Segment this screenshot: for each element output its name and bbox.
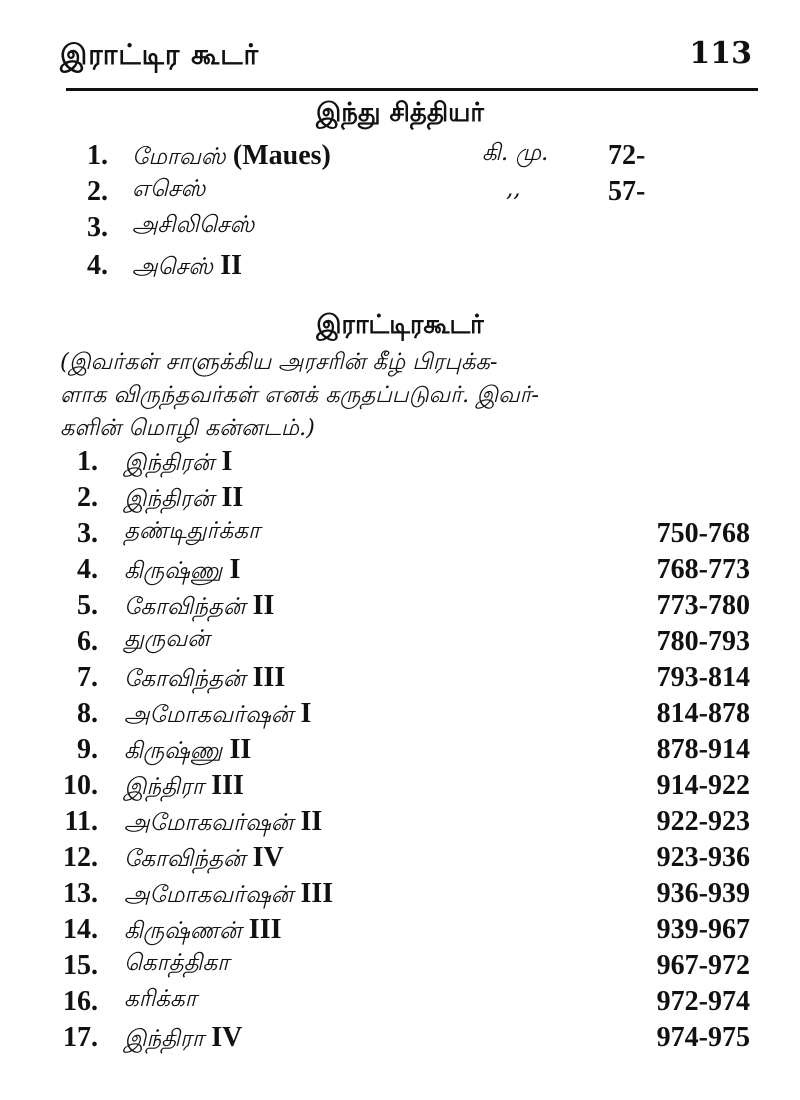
item-number: 10.: [63, 770, 98, 801]
regnal-number: I: [221, 446, 233, 477]
header-rule: [66, 88, 758, 91]
ruler-name: துருவன்: [124, 626, 210, 652]
list-item: [60, 250, 660, 286]
list-item: [60, 140, 660, 176]
ditto-mark: ,,: [506, 176, 521, 202]
regnal-number: II: [229, 734, 252, 765]
date-range: 773-780: [656, 590, 750, 621]
item-number: 3.: [77, 518, 98, 549]
ruler-name: அமோகவர்ஷன் I: [124, 698, 312, 729]
ruler-name: மோவஸ் (Maues): [132, 140, 331, 171]
regnal-number: II: [220, 250, 243, 281]
list-item: [50, 734, 750, 770]
regnal-number: IV: [211, 1022, 243, 1053]
ruler-name-english: (Maues): [232, 140, 331, 171]
regnal-number: III: [300, 878, 334, 909]
ruler-name: கோவிந்தன் III: [124, 662, 286, 693]
list-item: [50, 662, 750, 698]
item-number: 13.: [63, 878, 98, 909]
item-number: 14.: [63, 914, 98, 945]
era-label: கி. மு.: [482, 140, 549, 166]
list-item: [50, 950, 750, 986]
item-number: 7.: [77, 662, 98, 693]
item-number: 9.: [77, 734, 98, 765]
item-number: 1.: [77, 446, 98, 477]
note-line: (இவர்கள் சாளுக்கிய அரசரின் கீழ் பிரபுக்க-: [60, 349, 498, 375]
regnal-number: I: [229, 554, 241, 585]
list-item: [50, 626, 750, 662]
ruler-name: அசெஸ் II: [132, 250, 243, 281]
date-range: 939-967: [656, 914, 750, 945]
date-range: 57-: [608, 176, 646, 207]
date-range: 878-914: [656, 734, 750, 765]
date-range: 750-768: [656, 518, 750, 549]
item-number: 5.: [77, 590, 98, 621]
ruler-name: கொத்திகா: [124, 950, 230, 976]
running-head: இராட்டிர கூடர்: [60, 38, 260, 71]
date-range: 793-814: [656, 662, 750, 693]
page-header: [60, 38, 760, 88]
list-item: [50, 698, 750, 734]
list-item: [50, 914, 750, 950]
section-title-rashtrakutas: இராட்டிரகூடர்: [316, 310, 484, 340]
list-item: [50, 482, 750, 518]
note-line: ளாக விருந்தவர்கள் எனக் கருதப்படுவர். இவர்-: [60, 382, 540, 408]
list-item: [50, 878, 750, 914]
date-range: 780-793: [656, 626, 750, 657]
ruler-name: கிருஷ்ணு I: [124, 554, 241, 585]
date-range: 914-922: [656, 770, 750, 801]
date-range: 72-: [608, 140, 646, 171]
ruler-name: இந்திரா IV: [124, 1022, 243, 1053]
ruler-name: கரிக்கா: [124, 986, 197, 1012]
regnal-number: III: [252, 662, 286, 693]
item-number: 4.: [87, 250, 108, 281]
item-number: 16.: [63, 986, 98, 1017]
regnal-number: II: [300, 806, 323, 837]
date-range: 967-972: [656, 950, 750, 981]
date-range: 923-936: [656, 842, 750, 873]
item-number: 6.: [77, 626, 98, 657]
ruler-name: அசிலிசெஸ்: [132, 212, 255, 238]
regnal-number: II: [252, 590, 275, 621]
date-range: 814-878: [656, 698, 750, 729]
list-item: [60, 212, 660, 248]
list-item: [50, 770, 750, 806]
regnal-number: III: [211, 770, 244, 801]
list-item: [50, 554, 750, 590]
date-range: 922-923: [656, 806, 750, 837]
item-number: 4.: [77, 554, 98, 585]
regnal-number: I: [300, 698, 312, 729]
ruler-name: இந்திரன் I: [124, 446, 233, 477]
regnal-number: II: [221, 482, 244, 513]
section-title-indo-scythians: இந்து சித்தியர்: [315, 98, 485, 128]
ruler-name: இந்திரன் II: [124, 482, 244, 513]
item-number: 15.: [63, 950, 98, 981]
list-item: [50, 446, 750, 482]
ruler-name: கோவிந்தன் IV: [124, 842, 284, 873]
ruler-name: கோவிந்தன் II: [124, 590, 275, 621]
ruler-name: தண்டிதுர்க்கா: [124, 518, 260, 544]
list-item: [50, 590, 750, 626]
item-number: 11.: [64, 806, 98, 837]
section-note: [60, 346, 750, 445]
ruler-name: கிருஷ்ணன் III: [124, 914, 282, 945]
list-item: [50, 518, 750, 554]
date-range: 936-939: [656, 878, 750, 909]
list-item: [50, 842, 750, 878]
ruler-name: கிருஷ்ணு II: [124, 734, 252, 765]
list-item: [60, 176, 660, 212]
item-number: 12.: [63, 842, 98, 873]
item-number: 2.: [77, 482, 98, 513]
date-range: 768-773: [656, 554, 750, 585]
ruler-name: எசெஸ்: [132, 176, 206, 202]
item-number: 17.: [63, 1022, 98, 1053]
item-number: 1.: [87, 140, 108, 171]
regnal-number: III: [248, 914, 282, 945]
item-number: 3.: [87, 212, 108, 243]
regnal-number: IV: [252, 842, 284, 873]
list-item: [50, 986, 750, 1022]
page-number: 113: [689, 36, 752, 71]
date-range: 974-975: [656, 1022, 750, 1053]
note-line: களின் மொழி கன்னடம்.): [60, 415, 315, 441]
list-item: [50, 1022, 750, 1058]
item-number: 2.: [87, 176, 108, 207]
ruler-name: அமோகவர்ஷன் II: [124, 806, 323, 837]
ruler-name: அமோகவர்ஷன் III: [124, 878, 334, 909]
date-range: 972-974: [656, 986, 750, 1017]
item-number: 8.: [77, 698, 98, 729]
ruler-name: இந்திரா III: [124, 770, 244, 801]
list-item: [50, 806, 750, 842]
